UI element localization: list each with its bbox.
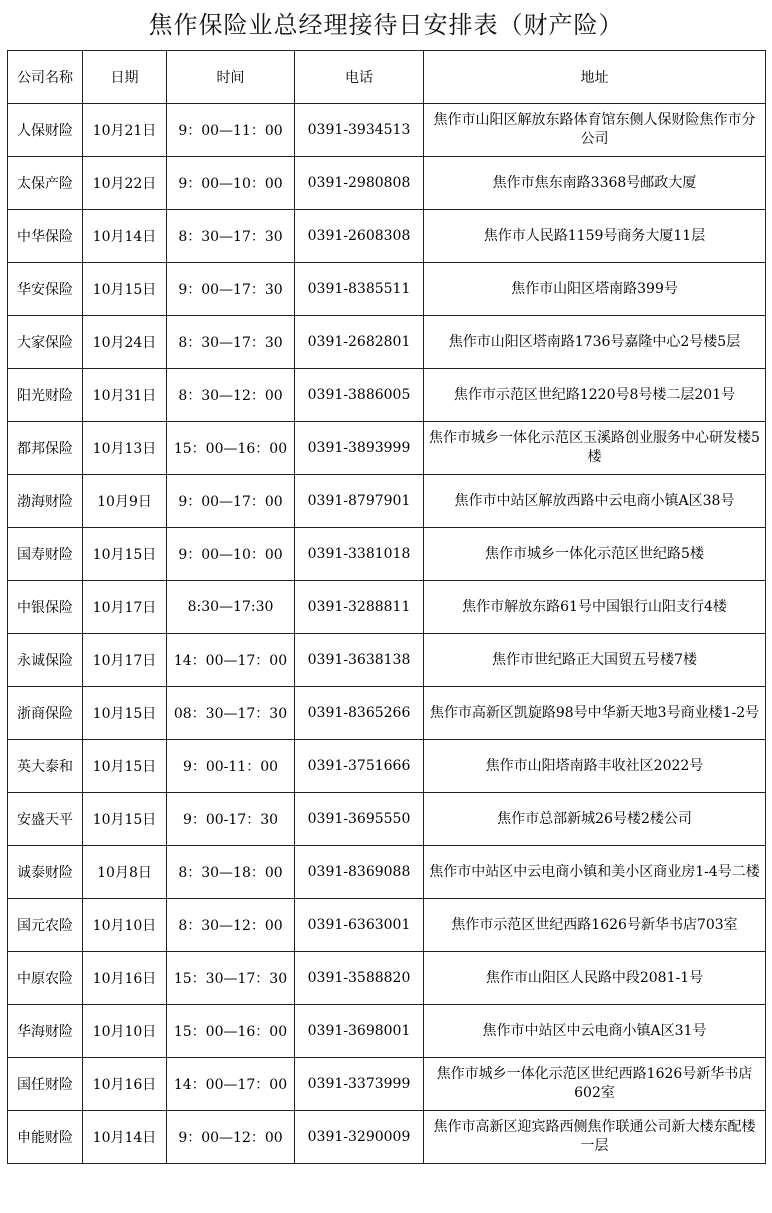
table-row	[8, 263, 766, 316]
address-cell: 焦作市山阳区塔南路1736号嘉隆中心2号楼5层	[424, 316, 766, 369]
date-cell: 10月16日	[83, 1058, 167, 1111]
company-cell: 中银保险	[8, 581, 83, 634]
page-title: 焦作保险业总经理接待日安排表（财产险）	[148, 11, 624, 39]
date-cell: 10月14日	[83, 1111, 167, 1164]
table-row	[8, 210, 766, 263]
company-cell: 诚泰财险	[8, 846, 83, 899]
time-cell: 9：00—10：00	[167, 528, 295, 581]
phone-cell: 0391-3588820	[295, 952, 424, 1005]
address-cell: 焦作市城乡一体化示范区世纪路5楼	[424, 528, 766, 581]
company-cell: 阳光财险	[8, 369, 83, 422]
company-cell: 大家保险	[8, 316, 83, 369]
address-cell: 焦作市山阳塔南路丰收社区2022号	[424, 740, 766, 793]
phone-cell: 0391-3695550	[295, 793, 424, 846]
date-cell: 10月15日	[83, 687, 167, 740]
header-date: 日期	[83, 51, 167, 104]
company-cell: 国任财险	[8, 1058, 83, 1111]
address-cell: 焦作市高新区凯旋路98号中华新天地3号商业楼1-2号	[424, 687, 766, 740]
table-row	[8, 793, 766, 846]
address-cell: 焦作市解放东路61号中国银行山阳支行4楼	[424, 581, 766, 634]
phone-cell: 0391-3290009	[295, 1111, 424, 1164]
time-cell: 15：30—17：30	[167, 952, 295, 1005]
phone-cell: 0391-6363001	[295, 899, 424, 952]
date-cell: 10月21日	[83, 104, 167, 157]
company-cell: 英大泰和	[8, 740, 83, 793]
address-cell: 焦作市山阳区解放东路体育馆东侧人保财险焦作市分公司	[424, 104, 766, 157]
time-cell: 9：00-17：30	[167, 793, 295, 846]
phone-cell: 0391-3886005	[295, 369, 424, 422]
address-cell: 焦作市中站区中云电商小镇和美小区商业房1-4号二楼	[424, 846, 766, 899]
time-cell: 14：00—17：00	[167, 1058, 295, 1111]
address-cell: 焦作市示范区世纪路1220号8号楼二层201号	[424, 369, 766, 422]
date-cell: 10月14日	[83, 210, 167, 263]
header-address: 地址	[424, 51, 766, 104]
date-cell: 10月10日	[83, 899, 167, 952]
address-cell: 焦作市中站区解放西路中云电商小镇A区38号	[424, 475, 766, 528]
time-cell: 8：30—12：00	[167, 899, 295, 952]
date-cell: 10月24日	[83, 316, 167, 369]
table-row	[8, 1005, 766, 1058]
phone-cell: 0391-3751666	[295, 740, 424, 793]
phone-cell: 0391-8369088	[295, 846, 424, 899]
phone-cell: 0391-3638138	[295, 634, 424, 687]
table-row	[8, 581, 766, 634]
table-row	[8, 1058, 766, 1111]
time-cell: 8：30—18：00	[167, 846, 295, 899]
date-cell: 10月31日	[83, 369, 167, 422]
date-cell: 10月8日	[83, 846, 167, 899]
time-cell: 8：30—12：00	[167, 369, 295, 422]
table-row	[8, 157, 766, 210]
company-cell: 申能财险	[8, 1111, 83, 1164]
phone-cell: 0391-8797901	[295, 475, 424, 528]
address-cell: 焦作市城乡一体化示范区玉溪路创业服务中心研发楼5楼	[424, 422, 766, 475]
date-cell: 10月22日	[83, 157, 167, 210]
time-cell: 8:30—17:30	[167, 581, 295, 634]
phone-cell: 0391-8385511	[295, 263, 424, 316]
table-row	[8, 1111, 766, 1164]
table-row	[8, 369, 766, 422]
phone-cell: 0391-3288811	[295, 581, 424, 634]
date-cell: 10月15日	[83, 528, 167, 581]
company-cell: 渤海财险	[8, 475, 83, 528]
table-row	[8, 687, 766, 740]
date-cell: 10月17日	[83, 634, 167, 687]
address-cell: 焦作市山阳区人民路中段2081-1号	[424, 952, 766, 1005]
address-cell: 焦作市中站区中云电商小镇A区31号	[424, 1005, 766, 1058]
time-cell: 14：00—17：00	[167, 634, 295, 687]
date-cell: 10月16日	[83, 952, 167, 1005]
header-company: 公司名称	[8, 51, 83, 104]
date-cell: 10月15日	[83, 793, 167, 846]
company-cell: 中华保险	[8, 210, 83, 263]
phone-cell: 0391-2682801	[295, 316, 424, 369]
company-cell: 太保产险	[8, 157, 83, 210]
phone-cell: 0391-8365266	[295, 687, 424, 740]
table-row	[8, 634, 766, 687]
schedule-table	[7, 50, 766, 1164]
time-cell: 9：00—17：30	[167, 263, 295, 316]
phone-cell: 0391-3934513	[295, 104, 424, 157]
phone-cell: 0391-3893999	[295, 422, 424, 475]
address-cell: 焦作市人民路1159号商务大厦11层	[424, 210, 766, 263]
time-cell: 9：00—12：00	[167, 1111, 295, 1164]
company-cell: 国寿财险	[8, 528, 83, 581]
company-cell: 华安保险	[8, 263, 83, 316]
address-cell: 焦作市焦东南路3368号邮政大厦	[424, 157, 766, 210]
table-row	[8, 316, 766, 369]
company-cell: 华海财险	[8, 1005, 83, 1058]
table-row	[8, 952, 766, 1005]
company-cell: 安盛天平	[8, 793, 83, 846]
date-cell: 10月10日	[83, 1005, 167, 1058]
table-row	[8, 846, 766, 899]
table-body	[8, 104, 766, 1164]
company-cell: 浙商保险	[8, 687, 83, 740]
address-cell: 焦作市示范区世纪西路1626号新华书店703室	[424, 899, 766, 952]
table-row	[8, 740, 766, 793]
time-cell: 15：00—16：00	[167, 422, 295, 475]
phone-cell: 0391-3373999	[295, 1058, 424, 1111]
company-cell: 国元农险	[8, 899, 83, 952]
address-cell: 焦作市山阳区塔南路399号	[424, 263, 766, 316]
table-row	[8, 422, 766, 475]
date-cell: 10月15日	[83, 740, 167, 793]
time-cell: 08：30—17：30	[167, 687, 295, 740]
address-cell: 焦作市总部新城26号楼2楼公司	[424, 793, 766, 846]
time-cell: 9：00—10：00	[167, 157, 295, 210]
time-cell: 8：30—17：30	[167, 210, 295, 263]
time-cell: 15：00—16：00	[167, 1005, 295, 1058]
header-phone: 电话	[295, 51, 424, 104]
table-row	[8, 475, 766, 528]
company-cell: 人保财险	[8, 104, 83, 157]
phone-cell: 0391-2608308	[295, 210, 424, 263]
table-row	[8, 899, 766, 952]
company-cell: 永诚保险	[8, 634, 83, 687]
phone-cell: 0391-3381018	[295, 528, 424, 581]
table-row	[8, 104, 766, 157]
time-cell: 9：00-11：00	[167, 740, 295, 793]
date-cell: 10月13日	[83, 422, 167, 475]
table-header	[8, 51, 766, 104]
header-row	[8, 51, 766, 104]
time-cell: 9：00—17：00	[167, 475, 295, 528]
address-cell: 焦作市城乡一体化示范区世纪西路1626号新华书店602室	[424, 1058, 766, 1111]
header-time: 时间	[167, 51, 295, 104]
date-cell: 10月17日	[83, 581, 167, 634]
address-cell: 焦作市高新区迎宾路西侧焦作联通公司新大楼东配楼一层	[424, 1111, 766, 1164]
company-cell: 都邦保险	[8, 422, 83, 475]
phone-cell: 0391-2980808	[295, 157, 424, 210]
table-row	[8, 528, 766, 581]
phone-cell: 0391-3698001	[295, 1005, 424, 1058]
date-cell: 10月15日	[83, 263, 167, 316]
date-cell: 10月9日	[83, 475, 167, 528]
time-cell: 8：30—17：30	[167, 316, 295, 369]
address-cell: 焦作市世纪路正大国贸五号楼7楼	[424, 634, 766, 687]
company-cell: 中原农险	[8, 952, 83, 1005]
time-cell: 9：00—11：00	[167, 104, 295, 157]
